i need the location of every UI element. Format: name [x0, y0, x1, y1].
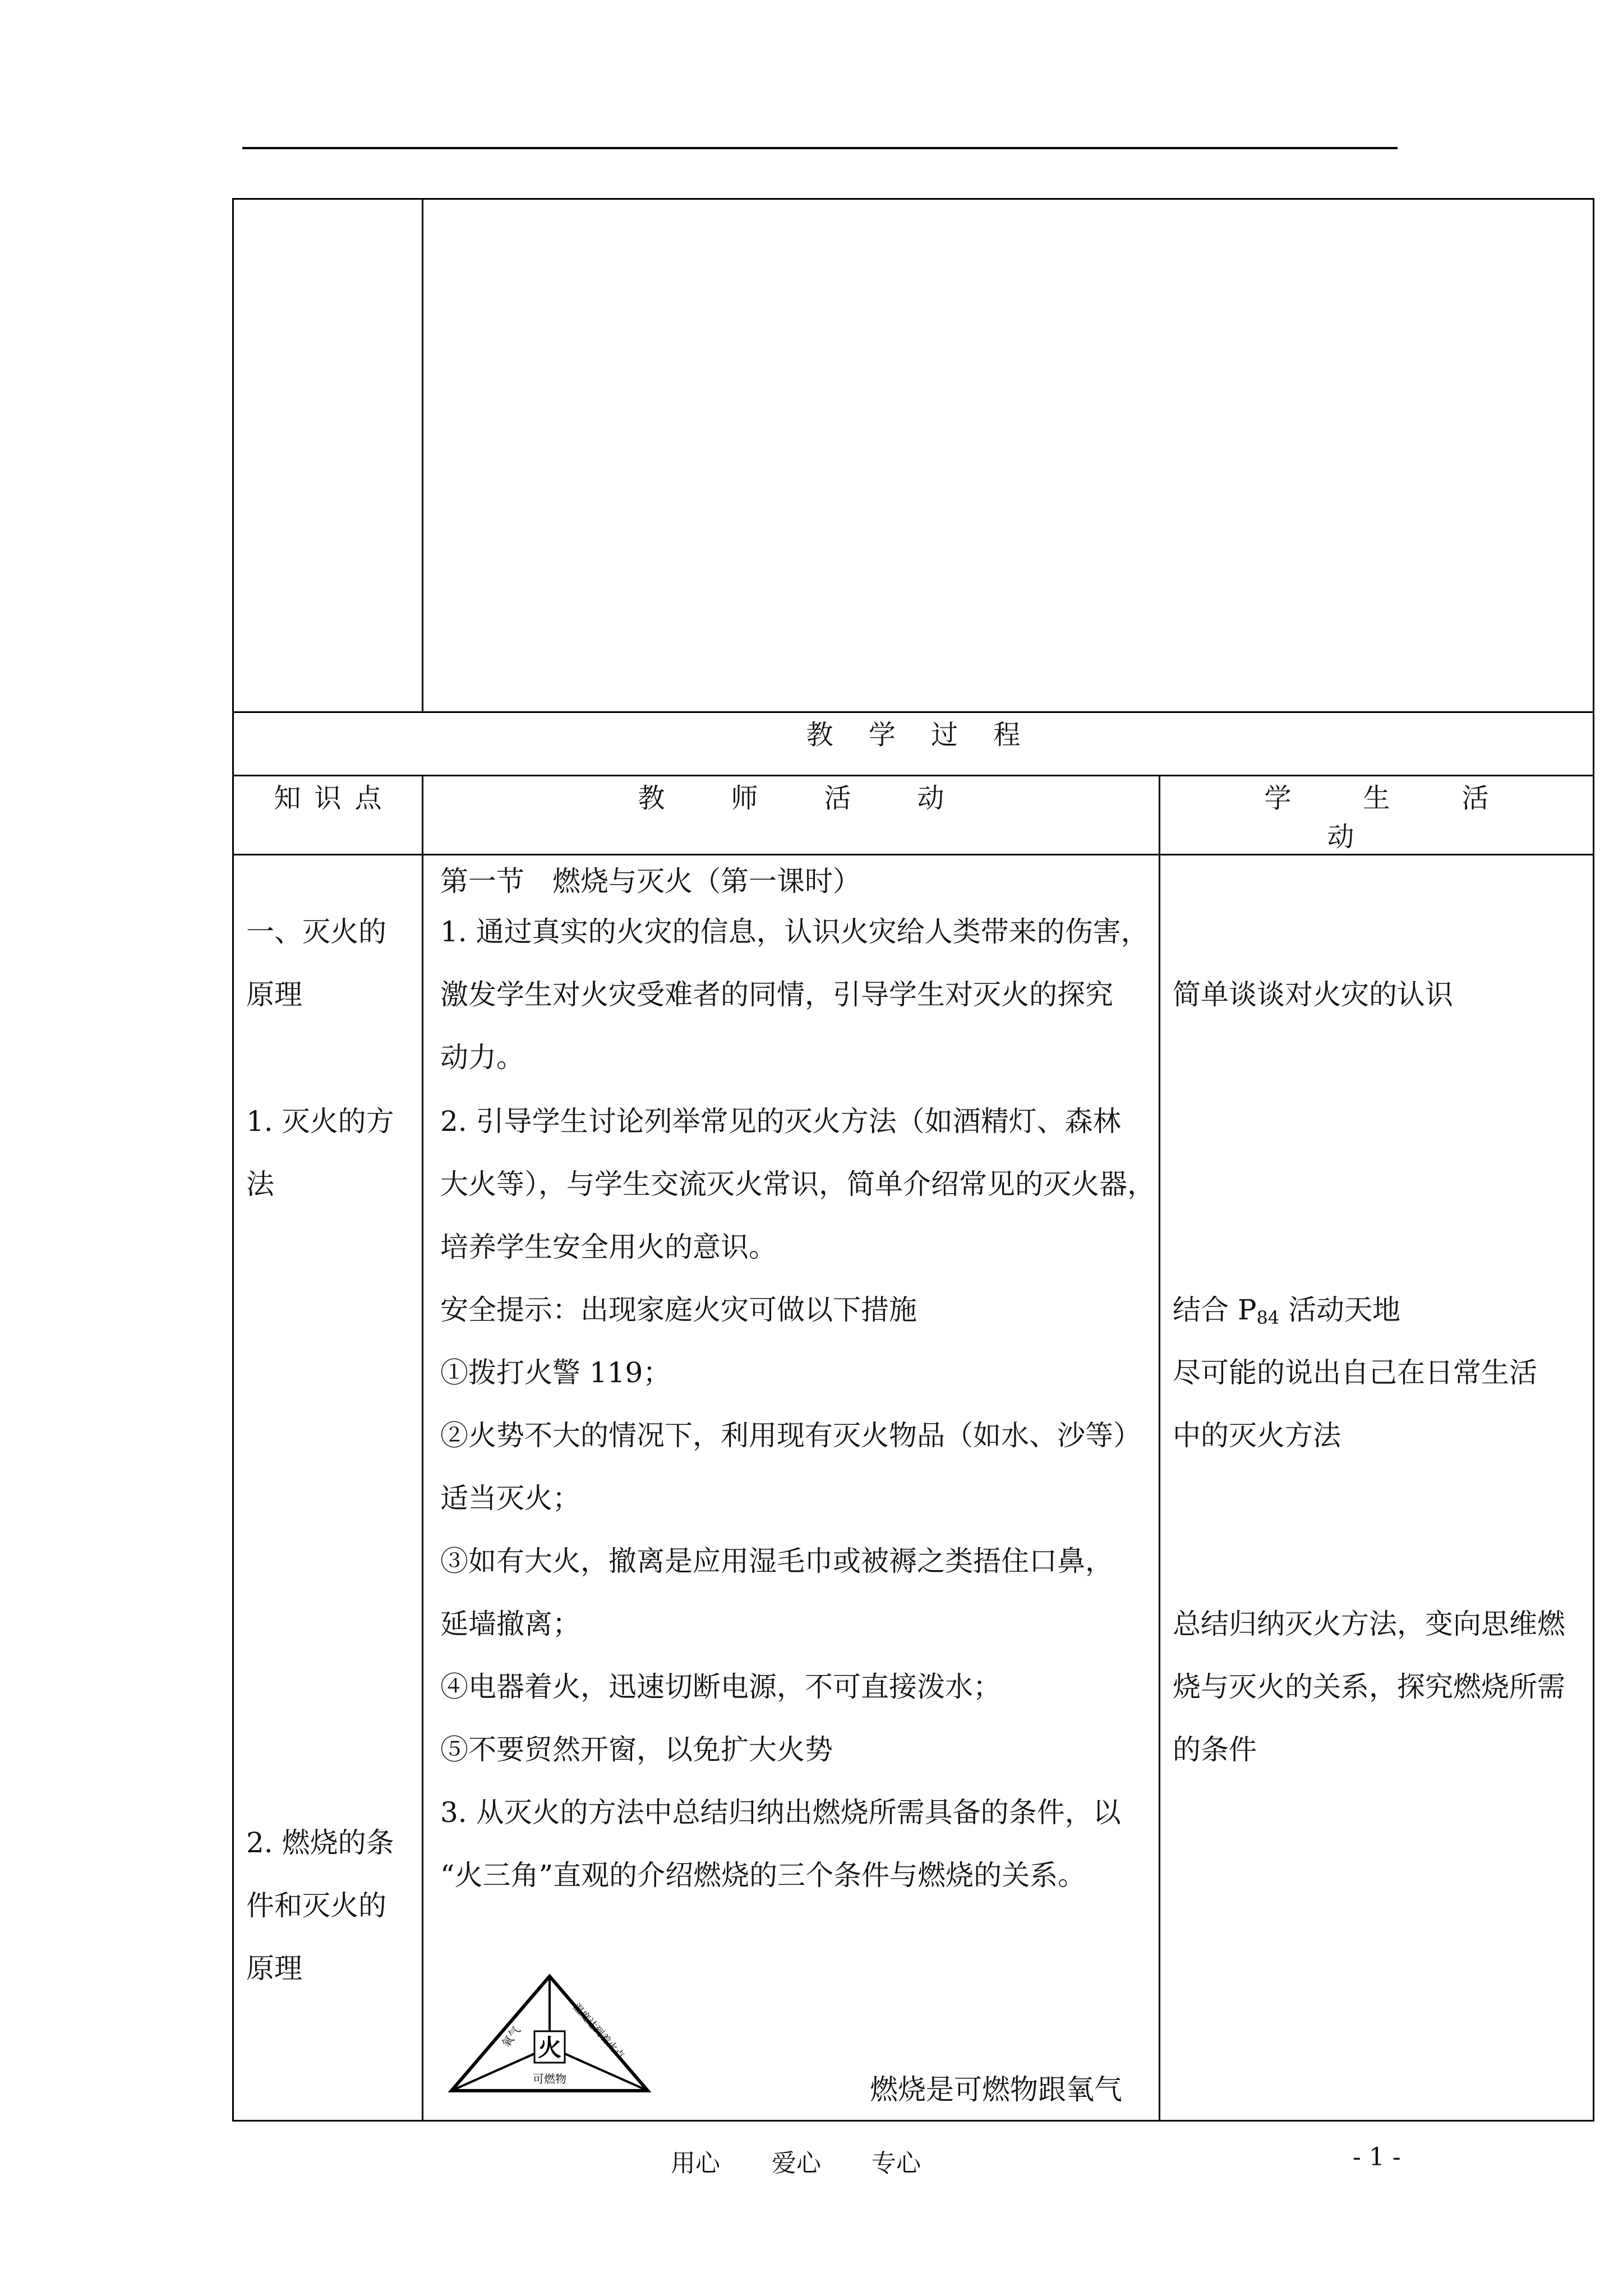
header-rule	[242, 147, 1398, 149]
teacher-line: 适当灭火；	[440, 1482, 580, 1515]
student-line: 烧与灭火的关系，探究燃烧所需	[1173, 1671, 1565, 1703]
teacher-line: 激发学生对火灾受难者的同情，引导学生对灭火的探究	[440, 978, 1113, 1011]
teacher-line: 3. 从灭火的方法中总结归纳出燃烧所需具备的条件，以	[440, 1796, 1121, 1829]
fire-triangle-left: 氧气	[499, 2023, 523, 2050]
teacher-line: 动力。	[440, 1041, 524, 1074]
teacher-line: 安全提示：出现家庭火灾可做以下措施	[440, 1294, 917, 1326]
fire-triangle-diagram	[446, 1972, 653, 2101]
knowledge-line: 1. 灭火的方	[246, 1105, 394, 1138]
knowledge-line: 原理	[246, 978, 302, 1011]
knowledge-cell	[233, 855, 423, 2121]
teacher-line: “火三角”直观的介绍燃烧的三个条件与燃烧的关系。	[440, 1859, 1086, 1892]
student-line: 的条件	[1173, 1733, 1257, 1766]
teacher-line: 2. 引导学生讨论列举常见的灭火方法（如酒精灯、森林	[440, 1105, 1121, 1138]
header-student	[1160, 776, 1594, 855]
student-line: 总结归纳灭火方法，变向思维燃	[1173, 1608, 1565, 1640]
student-cell	[1160, 855, 1594, 2121]
header-student-text: 学生活动	[1264, 783, 1561, 853]
teacher-line: 燃烧是可燃物跟氧气	[870, 2073, 1122, 2106]
header-row	[233, 776, 1594, 855]
student-line-prefix: 结合 P	[1173, 1294, 1257, 1326]
teacher-line: 大火等），与学生交流灭火常识，简单介绍常见的灭火器，	[440, 1168, 1155, 1200]
body-row	[233, 855, 1594, 2121]
footer-motto-3: 专心	[872, 2149, 921, 2178]
knowledge-line: 一、灭火的	[246, 915, 386, 948]
fire-triangle-bottom: 可燃物	[533, 2072, 566, 2086]
knowledge-line: 原理	[246, 1952, 302, 1985]
student-line: 简单谈谈对火灾的认识	[1173, 978, 1453, 1011]
knowledge-line: 件和灭火的	[246, 1889, 386, 1922]
knowledge-line: 法	[246, 1168, 274, 1200]
teacher-line: ④电器着火，迅速切断电源，不可直接泼水；	[440, 1671, 1001, 1703]
teacher-line: ⑤不要贸然开窗，以免扩大火势	[440, 1733, 833, 1766]
blank-row	[233, 199, 1594, 712]
section-title	[233, 712, 1594, 776]
student-line: 中的灭火方法	[1173, 1419, 1341, 1452]
student-line-suffix: 活动天地	[1279, 1294, 1401, 1326]
lesson-plan-table	[232, 198, 1594, 2122]
header-teacher-text: 教师活动	[638, 783, 1011, 814]
teacher-line: 培养学生安全用火的意识。	[440, 1231, 777, 1263]
title-row	[233, 712, 1594, 776]
student-line	[1173, 1293, 1400, 1335]
blank-cell-right	[423, 199, 1594, 712]
page-number: - 1 -	[1353, 2143, 1401, 2171]
teacher-line: ①拨打火警 119；	[440, 1356, 671, 1389]
header-knowledge	[233, 776, 423, 855]
teacher-line: ②火势不大的情况下，利用现有灭火物品（如水、沙等）	[440, 1419, 1141, 1452]
footer-motto-2: 爱心	[772, 2149, 821, 2178]
page-ref-subscript: 84	[1256, 1307, 1280, 1328]
blank-cell-left	[233, 199, 423, 712]
fire-triangle-center: 火	[537, 2034, 562, 2062]
teacher-line: 1. 通过真实的火灾的信息，认识火灾给人类带来的伤害，	[440, 915, 1149, 948]
teacher-line: 第一节 燃烧与灭火（第一课时）	[440, 865, 861, 898]
student-line: 尽可能的说出自己在日常生活	[1173, 1356, 1537, 1389]
fire-triangle-right: 温度达到着火点	[570, 2001, 627, 2062]
header-knowledge-text: 知识点	[274, 783, 395, 814]
teacher-line: ③如有大火，撤离是应用湿毛巾或被褥之类捂住口鼻，	[440, 1545, 1113, 1577]
teacher-cell	[423, 855, 1160, 2121]
section-title-text: 教 学 过 程	[806, 719, 1034, 751]
teacher-line: 延墙撤离；	[440, 1608, 580, 1640]
header-teacher	[423, 776, 1160, 855]
knowledge-line: 2. 燃烧的条	[246, 1826, 394, 1859]
footer-motto-1: 用心	[671, 2149, 720, 2178]
